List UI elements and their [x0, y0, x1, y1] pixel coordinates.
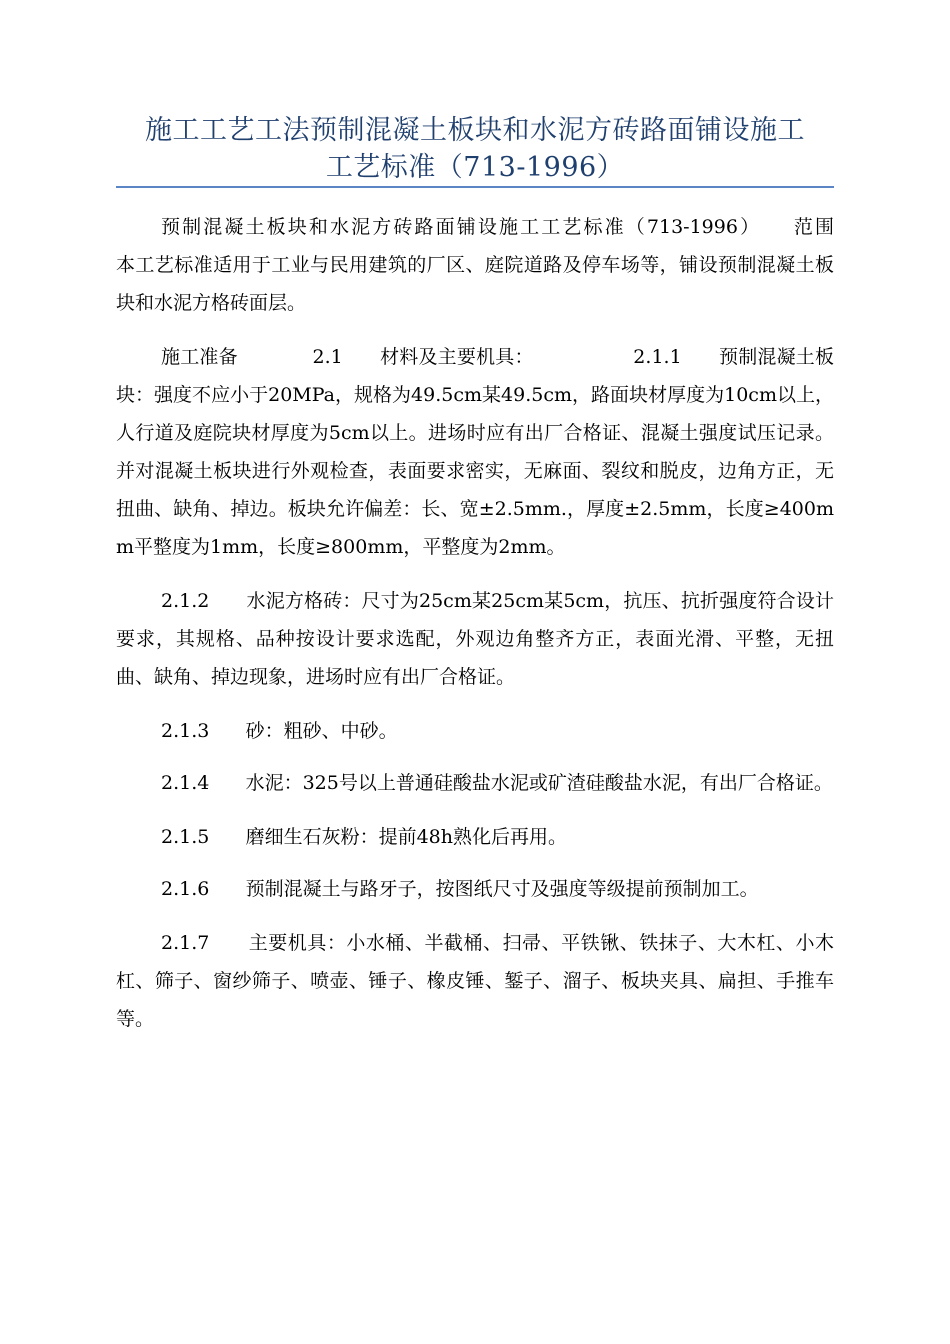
document-title [116, 112, 834, 186]
paragraph-2-1-7: 2.1.7 主要机具：小水桶、半截桶、扫帚、平铁锹、铁抹子、大木杠、小木杠、筛子、窗纱筛子、喷壶、锤子、橡皮锤、錾子、溜子、板块夹具、扁担、手推车等。 [116, 932, 834, 1030]
title-line-2: 工艺标准（713-1996） [325, 152, 625, 183]
title-line-1: 施工工艺工法预制混凝土板块和水泥方砖路面铺设施工 [145, 115, 805, 146]
paragraph-scope: 预制混凝土板块和水泥方砖路面铺设施工工艺标准（713-1996） 范围 本工艺标准适用于工业与民用建筑的厂区、庭院道路及停车场等，铺设预制混凝土板块和水泥方格砖面层。 [116, 216, 907, 314]
paragraph-2-1-1: 施工准备 2.1 材料及主要机具： 2.1.1 预制混凝土板块：强度不应小于20MPa，规格为49.5cm某49.5cm，路面块材厚度为10cm以上，人行道及庭院块材厚度为5cm以上。进场时应有出厂合格证、混凝土强度试压记录。并对混凝土板块进行外观检查，表面要求密实，无麻面、裂纹和脱皮，边角方正，无扭曲、缺角、掉边。板块允许偏差：长、宽±2.5mm.，厚度±2.5mm，长度≥400mm平整度为1mm，长度≥800mm，平整度为2mm。 [116, 346, 834, 558]
paragraph-2-1-5: 2.1.5 磨细生石灰粉：提前48h熟化后再用。 [161, 826, 567, 848]
paragraph-2-1-4: 2.1.4 水泥：325号以上普通硅酸盐水泥或矿渣硅酸盐水泥，有出厂合格证。 [161, 772, 833, 794]
paragraph-2-1-6: 2.1.6 预制混凝土与路牙子，按图纸尺寸及强度等级提前预制加工。 [161, 878, 759, 900]
title-underline [116, 186, 834, 188]
document-body [116, 208, 907, 1054]
paragraph-2-1-3: 2.1.3 砂：粗砂、中砂。 [161, 720, 398, 742]
paragraph-2-1-2: 2.1.2 水泥方格砖：尺寸为25cm某25cm某5cm，抗压、抗折强度符合设计要求，其规格、品种按设计要求选配，外观边角整齐方正，表面光滑、平整，无扭曲、缺角、掉边现象，进场时应有出厂合格证。 [116, 590, 834, 688]
